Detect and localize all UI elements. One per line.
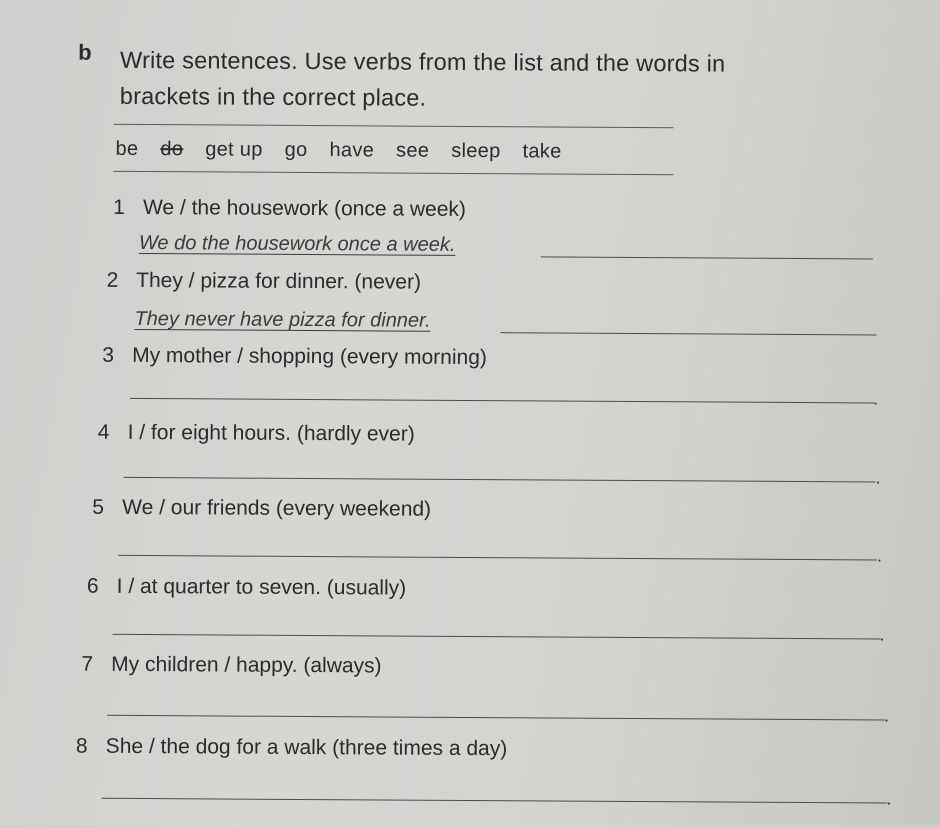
item-number: 5	[92, 495, 105, 519]
item-number: 6	[86, 574, 99, 598]
item-1-answer-line	[541, 256, 873, 259]
exercise-item-5	[92, 496, 431, 522]
item-3-answer-line[interactable]	[130, 398, 874, 404]
item-number: 8	[75, 734, 88, 758]
item-prompt: We / the housework (once a week)	[142, 195, 467, 221]
instruction-line-2: brackets in the correct place.	[119, 82, 427, 111]
item-prompt: She / the dog for a walk (three times a day)	[105, 734, 508, 761]
item-prompt: They / pizza for dinner. (never)	[136, 268, 422, 294]
word-get-up: get up	[205, 138, 263, 161]
item-1-answer: We do the housework once a week.	[138, 231, 456, 256]
item-number: 7	[81, 652, 94, 676]
word-list-box	[113, 124, 673, 175]
word-see: see	[396, 139, 430, 162]
exercise-letter: b	[78, 39, 92, 65]
exercise-item-6	[87, 575, 406, 601]
exercise-item-2	[107, 269, 421, 295]
item-4-period: .	[875, 467, 881, 488]
item-5-period: .	[876, 545, 883, 566]
item-4-answer-line[interactable]	[124, 477, 876, 483]
item-2-answer-line	[500, 332, 876, 335]
item-prompt: I / at quarter to seven. (usually)	[116, 574, 407, 600]
item-prompt: My children / happy. (always)	[111, 652, 382, 678]
item-prompt: I / for eight hours. (hardly ever)	[127, 420, 415, 446]
exercise-item-3	[102, 344, 487, 370]
word-list	[115, 138, 561, 164]
exercise-item-7	[81, 653, 381, 679]
item-prompt: We / our friends (every weekend)	[122, 495, 432, 521]
item-number: 1	[113, 195, 125, 219]
item-2-answer: They never have pizza for dinner.	[134, 307, 431, 332]
item-6-period: .	[879, 624, 885, 645]
item-3-period: .	[872, 388, 879, 409]
item-7-period: .	[884, 705, 890, 726]
word-take: take	[522, 140, 562, 163]
word-go: go	[284, 138, 308, 162]
exercise-item-1	[113, 196, 466, 222]
word-be: be	[115, 137, 139, 160]
exercise-item-4	[98, 421, 415, 447]
word-have: have	[329, 139, 375, 162]
word-sleep: sleep	[451, 139, 501, 163]
item-6-answer-line[interactable]	[113, 634, 881, 640]
exercise-instruction	[120, 42, 860, 119]
item-prompt: My mother / shopping (every morning)	[132, 343, 487, 370]
item-number: 4	[97, 420, 110, 444]
item-5-answer-line[interactable]	[118, 555, 877, 561]
instruction-line-1: Write sentences. Use verbs from the list and the words in	[119, 46, 726, 77]
item-number: 2	[106, 268, 119, 292]
item-number: 3	[102, 343, 115, 367]
item-8-answer-line[interactable]	[102, 798, 888, 804]
item-8-period: .	[886, 788, 892, 809]
item-7-answer-line[interactable]	[107, 715, 885, 721]
exercise-item-8	[76, 735, 508, 762]
word-do-crossed: do	[160, 138, 184, 161]
